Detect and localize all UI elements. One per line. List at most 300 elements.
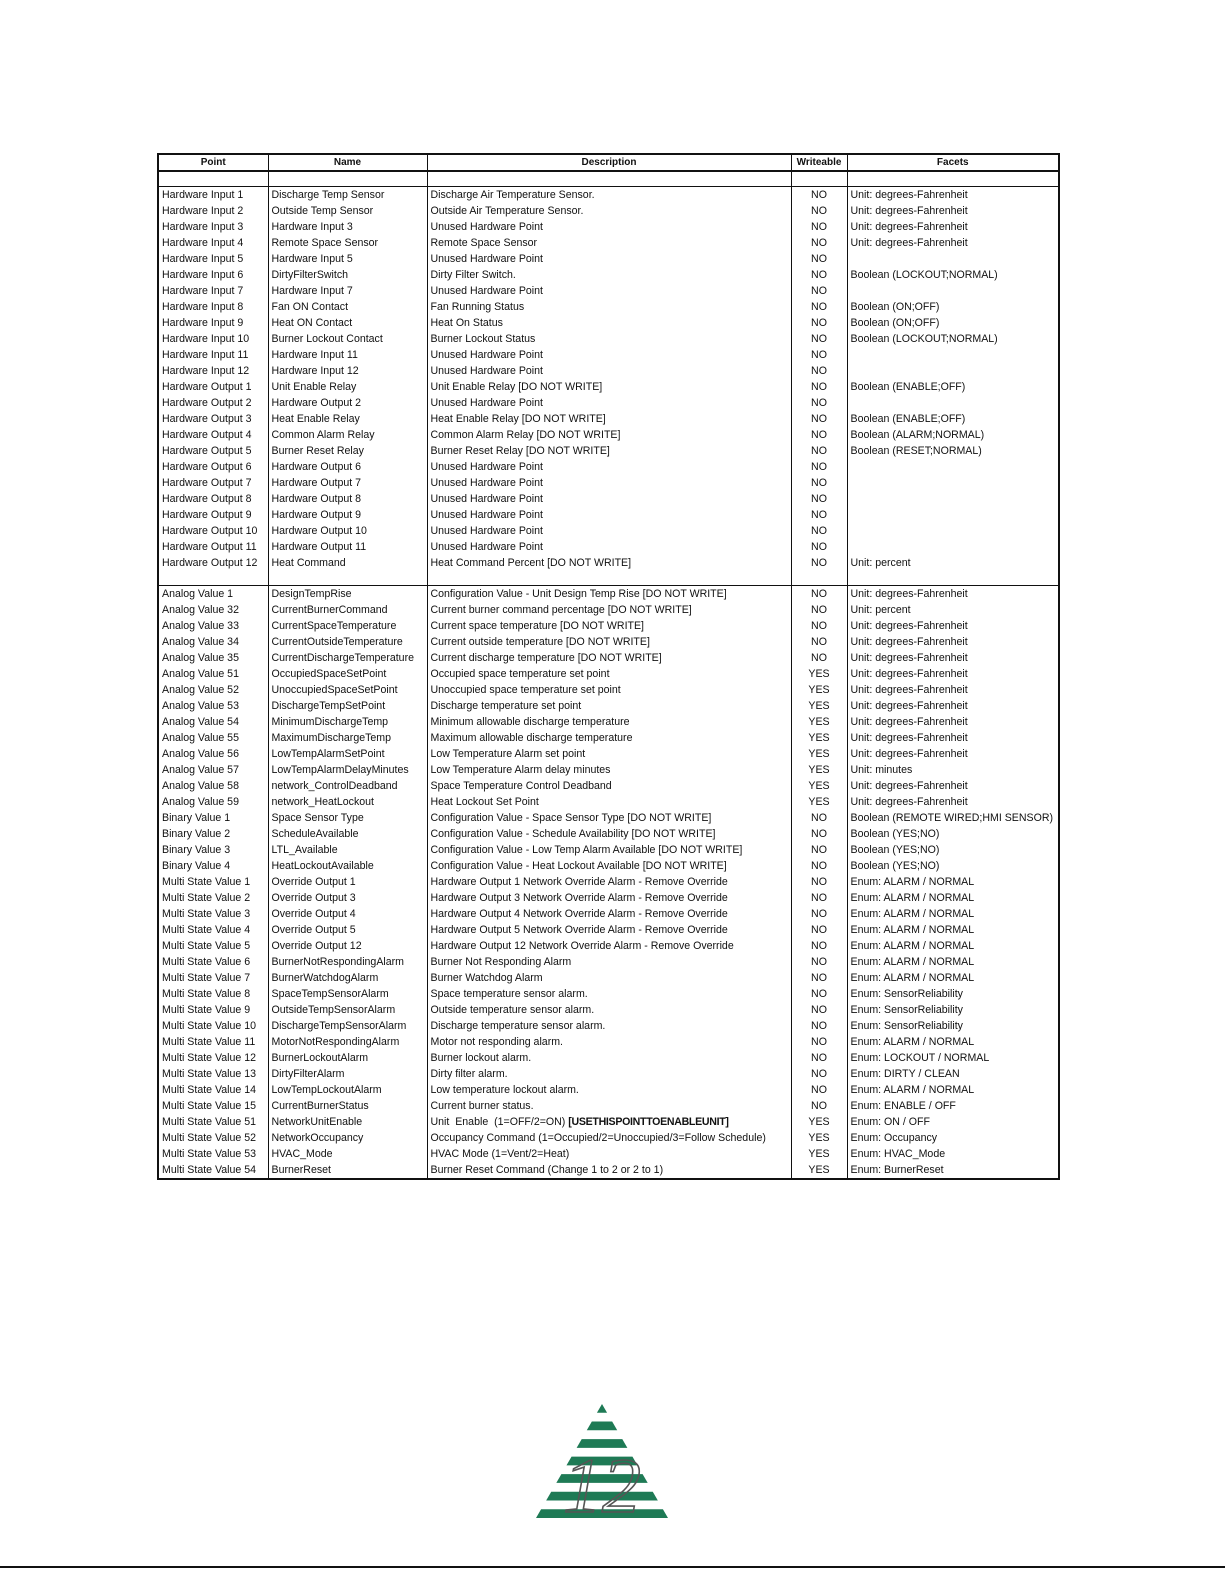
table-row [159, 1066, 1058, 1082]
cell-description: Burner Reset Relay [DO NOT WRITE] [427, 443, 791, 459]
logo-stripe [597, 1404, 607, 1413]
cell-name: MotorNotRespondingAlarm [268, 1034, 427, 1050]
cell-facets: Unit: degrees-Fahrenheit [847, 650, 1058, 666]
cell-name: HVAC_Mode [268, 1146, 427, 1162]
cell-point: Hardware Input 8 [162, 300, 244, 313]
cell-facets: Unit: degrees-Fahrenheit [847, 187, 1058, 204]
cell-facets [847, 251, 1058, 267]
cell-point: Analog Value 33 [162, 619, 239, 632]
cell-facets: Enum: ALARM / NORMAL [847, 922, 1058, 938]
cell-facets: Unit: degrees-Fahrenheit [847, 219, 1058, 235]
cell-facets [847, 507, 1058, 523]
cell-point: Hardware Output 2 [162, 396, 252, 409]
table-row [159, 235, 1058, 251]
cell-point: Hardware Input 6 [162, 268, 244, 281]
cell-writeable: NO [791, 1082, 847, 1098]
table-row [159, 714, 1058, 730]
cell-writeable: NO [791, 283, 847, 299]
cell-facets: Enum: SensorReliability [847, 1002, 1058, 1018]
cell-facets [847, 539, 1058, 555]
cell-facets: Enum: ALARM / NORMAL [847, 1082, 1058, 1098]
cell-writeable: NO [791, 187, 847, 204]
table-row [159, 906, 1058, 922]
blank-cell [791, 571, 847, 586]
table-row [159, 523, 1058, 539]
table-row [159, 283, 1058, 299]
cell-writeable: NO [791, 219, 847, 235]
cell-name: Override Output 12 [268, 938, 427, 954]
cell-point: Hardware Output 4 [162, 428, 252, 441]
cell-description: Heat Enable Relay [DO NOT WRITE] [427, 411, 791, 427]
cell-facets: Enum: ON / OFF [847, 1114, 1058, 1130]
cell-name: Heat Command [268, 555, 427, 571]
cell-name: Outside Temp Sensor [268, 203, 427, 219]
cell-point: Hardware Output 6 [162, 460, 252, 473]
cell-writeable: NO [791, 986, 847, 1002]
cell-writeable: NO [791, 1098, 847, 1114]
cell-facets: Unit: degrees-Fahrenheit [847, 698, 1058, 714]
cell-name: LTL_Available [268, 842, 427, 858]
cell-point: Binary Value 3 [162, 843, 231, 856]
cell-point: Multi State Value 5 [162, 939, 251, 952]
cell-description: Heat Command Percent [DO NOT WRITE] [427, 555, 791, 571]
cell-name: MinimumDischargeTemp [268, 714, 427, 730]
table-row [159, 826, 1058, 842]
cell-description: Outside Air Temperature Sensor. [427, 203, 791, 219]
cell-name: CurrentSpaceTemperature [268, 618, 427, 634]
blank-separator-row [159, 571, 1058, 586]
cell-writeable: NO [791, 826, 847, 842]
cell-writeable: NO [791, 235, 847, 251]
cell-writeable: NO [791, 331, 847, 347]
cell-point: Hardware Input 12 [162, 364, 250, 377]
cell-writeable: NO [791, 411, 847, 427]
cell-description: Remote Space Sensor [427, 235, 791, 251]
cell-description: Hardware Output 1 Network Override Alarm - Remove Override [427, 874, 791, 890]
cell-writeable: NO [791, 1018, 847, 1034]
cell-writeable: NO [791, 650, 847, 666]
cell-writeable: NO [791, 890, 847, 906]
cell-point: Hardware Output 12 [162, 556, 258, 569]
cell-point: Binary Value 2 [162, 827, 231, 840]
cell-facets: Enum: ALARM / NORMAL [847, 906, 1058, 922]
blank-cell [427, 571, 791, 586]
cell-name: CurrentDischargeTemperature [268, 650, 427, 666]
cell-writeable: YES [791, 682, 847, 698]
points-table-container [157, 153, 1060, 1180]
cell-description: Unused Hardware Point [427, 219, 791, 235]
cell-description: Unit Enable Relay [DO NOT WRITE] [427, 379, 791, 395]
cell-name: BurnerLockoutAlarm [268, 1050, 427, 1066]
table-row [159, 922, 1058, 938]
cell-description: Configuration Value - Space Sensor Type [DO NOT WRITE] [427, 810, 791, 826]
cell-point: Multi State Value 6 [162, 955, 251, 968]
cell-facets: Enum: ALARM / NORMAL [847, 890, 1058, 906]
table-row [159, 698, 1058, 714]
table-row [159, 1130, 1058, 1146]
cell-facets: Boolean (YES;NO) [847, 826, 1058, 842]
cell-point: Binary Value 4 [162, 859, 231, 872]
table-row [159, 778, 1058, 794]
cell-description: HVAC Mode (1=Vent/2=Heat) [427, 1146, 791, 1162]
cell-writeable: NO [791, 491, 847, 507]
cell-writeable: NO [791, 555, 847, 571]
cell-writeable: NO [791, 874, 847, 890]
cell-facets: Boolean (YES;NO) [847, 842, 1058, 858]
cell-name: Hardware Output 9 [268, 507, 427, 523]
cell-writeable: NO [791, 618, 847, 634]
cell-point: Multi State Value 52 [162, 1131, 257, 1144]
cell-writeable: NO [791, 507, 847, 523]
cell-writeable: NO [791, 810, 847, 826]
cell-facets: Unit: degrees-Fahrenheit [847, 586, 1058, 603]
table-row [159, 299, 1058, 315]
cell-name: Hardware Output 11 [268, 539, 427, 555]
cell-description: Space Temperature Control Deadband [427, 778, 791, 794]
cell-writeable: YES [791, 1146, 847, 1162]
cell-description: Unused Hardware Point [427, 363, 791, 379]
cell-name: LowTempAlarmDelayMinutes [268, 762, 427, 778]
cell-description: Hardware Output 3 Network Override Alarm - Remove Override [427, 890, 791, 906]
cell-facets [847, 475, 1058, 491]
cell-description: Burner Not Responding Alarm [427, 954, 791, 970]
cell-point: Hardware Output 10 [162, 524, 258, 537]
table-row [159, 187, 1058, 204]
cell-writeable: NO [791, 586, 847, 603]
cell-writeable: NO [791, 634, 847, 650]
cell-writeable: NO [791, 539, 847, 555]
cell-facets: Enum: BurnerReset [847, 1162, 1058, 1178]
cell-description: Burner Reset Command (Change 1 to 2 or 2 to 1) [427, 1162, 791, 1178]
cell-description: Fan Running Status [427, 299, 791, 315]
cell-point: Analog Value 58 [162, 779, 239, 792]
table-row [159, 507, 1058, 523]
cell-point: Hardware Input 2 [162, 204, 244, 217]
table-row [159, 251, 1058, 267]
cell-writeable: NO [791, 363, 847, 379]
cell-facets: Unit: degrees-Fahrenheit [847, 714, 1058, 730]
table-row [159, 491, 1058, 507]
table-row [159, 1146, 1058, 1162]
logo-stripe [587, 1422, 617, 1431]
cell-name: MaximumDischargeTemp [268, 730, 427, 746]
cell-writeable: NO [791, 906, 847, 922]
cell-writeable: YES [791, 730, 847, 746]
cell-point: Analog Value 55 [162, 731, 239, 744]
cell-name: Hardware Output 7 [268, 475, 427, 491]
cell-name: NetworkOccupancy [268, 1130, 427, 1146]
cell-description: Outside temperature sensor alarm. [427, 1002, 791, 1018]
cell-writeable: YES [791, 1114, 847, 1130]
header-facets: Facets [847, 155, 1058, 171]
cell-writeable: NO [791, 267, 847, 283]
cell-name: Heat Enable Relay [268, 411, 427, 427]
cell-description: Configuration Value - Schedule Availability [DO NOT WRITE] [427, 826, 791, 842]
cell-facets: Boolean (ENABLE;OFF) [847, 379, 1058, 395]
table-row [159, 890, 1058, 906]
header-description: Description [427, 155, 791, 171]
cell-point: Hardware Output 1 [162, 380, 252, 393]
cell-facets: Unit: percent [847, 555, 1058, 571]
cell-name: BurnerNotRespondingAlarm [268, 954, 427, 970]
cell-description: Current burner status. [427, 1098, 791, 1114]
cell-description: Burner Lockout Status [427, 331, 791, 347]
table-header [159, 155, 1058, 171]
table-row [159, 459, 1058, 475]
cell-writeable: NO [791, 251, 847, 267]
table-row [159, 986, 1058, 1002]
cell-description: Unused Hardware Point [427, 539, 791, 555]
cell-point: Analog Value 34 [162, 635, 239, 648]
cell-name: Heat ON Contact [268, 315, 427, 331]
cell-point: Multi State Value 54 [162, 1163, 257, 1176]
cell-name: Discharge Temp Sensor [268, 187, 427, 204]
points-table [159, 155, 1058, 1178]
cell-point: Hardware Output 11 [162, 540, 257, 553]
cell-point: Hardware Output 9 [162, 508, 252, 521]
cell-name: Burner Reset Relay [268, 443, 427, 459]
blank-cell [159, 571, 268, 586]
cell-point: Analog Value 52 [162, 683, 239, 696]
cell-point: Multi State Value 7 [162, 971, 251, 984]
table-row [159, 1114, 1058, 1130]
cell-name: SpaceTempSensorAlarm [268, 986, 427, 1002]
cell-name: DirtyFilterAlarm [268, 1066, 427, 1082]
cell-facets: Unit: degrees-Fahrenheit [847, 235, 1058, 251]
cell-writeable: NO [791, 379, 847, 395]
cell-name: Hardware Output 6 [268, 459, 427, 475]
cell-name: BurnerReset [268, 1162, 427, 1178]
table-row [159, 267, 1058, 283]
cell-description: Space temperature sensor alarm. [427, 986, 791, 1002]
cell-point: Multi State Value 2 [162, 891, 251, 904]
cell-facets: Boolean (ENABLE;OFF) [847, 411, 1058, 427]
cell-writeable: YES [791, 778, 847, 794]
cell-facets: Enum: ALARM / NORMAL [847, 1034, 1058, 1050]
cell-description: Unused Hardware Point [427, 491, 791, 507]
desc-text: Unit Enable (1=OFF/2=ON) [430, 1115, 566, 1128]
cell-name: DischargeTempSensorAlarm [268, 1018, 427, 1034]
cell-name: ScheduleAvailable [268, 826, 427, 842]
cell-name: Fan ON Contact [268, 299, 427, 315]
cell-point: Analog Value 56 [162, 747, 239, 760]
cell-writeable: NO [791, 443, 847, 459]
cell-name: network_ControlDeadband [268, 778, 427, 794]
table-row [159, 427, 1058, 443]
cell-name: DesignTempRise [268, 586, 427, 603]
blank-cell [268, 571, 427, 586]
table-row [159, 219, 1058, 235]
cell-writeable: NO [791, 970, 847, 986]
cell-point: Multi State Value 15 [162, 1099, 257, 1112]
cell-facets: Unit: degrees-Fahrenheit [847, 634, 1058, 650]
table-row [159, 938, 1058, 954]
cell-description: Unused Hardware Point [427, 523, 791, 539]
cell-description: Configuration Value - Unit Design Temp Rise [DO NOT WRITE] [427, 586, 791, 603]
cell-point: Hardware Input 1 [162, 188, 244, 201]
cell-point: Hardware Input 11 [162, 348, 249, 361]
cell-facets: Unit: degrees-Fahrenheit [847, 794, 1058, 810]
blank-cell [268, 171, 427, 187]
cell-writeable: NO [791, 347, 847, 363]
cell-point: Multi State Value 14 [162, 1083, 257, 1096]
table-row [159, 746, 1058, 762]
cell-point: Multi State Value 51 [162, 1115, 257, 1128]
cell-point: Multi State Value 3 [162, 907, 251, 920]
cell-point: Hardware Input 4 [162, 236, 244, 249]
cell-writeable: NO [791, 922, 847, 938]
cell-description: Motor not responding alarm. [427, 1034, 791, 1050]
table-row [159, 586, 1058, 603]
cell-writeable: NO [791, 938, 847, 954]
cell-facets: Enum: ALARM / NORMAL [847, 938, 1058, 954]
cell-description: Unused Hardware Point [427, 507, 791, 523]
cell-description: Configuration Value - Low Temp Alarm Available [DO NOT WRITE] [427, 842, 791, 858]
cell-point: Multi State Value 12 [162, 1051, 257, 1064]
cell-point: Analog Value 51 [162, 667, 239, 680]
cell-description: Unused Hardware Point [427, 459, 791, 475]
cell-writeable: YES [791, 746, 847, 762]
cell-name: Remote Space Sensor [268, 235, 427, 251]
table-row [159, 666, 1058, 682]
cell-description: Unused Hardware Point [427, 251, 791, 267]
cell-description: Current outside temperature [DO NOT WRITE] [427, 634, 791, 650]
table-row [159, 203, 1058, 219]
cell-writeable: NO [791, 475, 847, 491]
cell-point: Multi State Value 9 [162, 1003, 251, 1016]
cell-facets: Boolean (ALARM;NORMAL) [847, 427, 1058, 443]
cell-description: Current space temperature [DO NOT WRITE] [427, 618, 791, 634]
cell-description: Occupancy Command (1=Occupied/2=Unoccupied/3=Follow Schedule) [427, 1130, 791, 1146]
blank-cell [427, 171, 791, 187]
cell-facets: Boolean (REMOTE WIRED;HMI SENSOR) [847, 810, 1058, 826]
cell-description: Hardware Output 12 Network Override Alarm - Remove Override [427, 938, 791, 954]
cell-name: CurrentBurnerStatus [268, 1098, 427, 1114]
cell-name: Common Alarm Relay [268, 427, 427, 443]
cell-name: DischargeTempSetPoint [268, 698, 427, 714]
table-row [159, 650, 1058, 666]
table-row [159, 810, 1058, 826]
cell-point: Multi State Value 1 [162, 875, 251, 888]
cell-facets: Unit: degrees-Fahrenheit [847, 682, 1058, 698]
cell-description: Unoccupied space temperature set point [427, 682, 791, 698]
cell-description: Heat On Status [427, 315, 791, 331]
cell-name: CurrentBurnerCommand [268, 602, 427, 618]
cell-facets: Enum: SensorReliability [847, 1018, 1058, 1034]
cell-facets: Unit: degrees-Fahrenheit [847, 666, 1058, 682]
cell-name: Burner Lockout Contact [268, 331, 427, 347]
cell-writeable: YES [791, 762, 847, 778]
table-row [159, 1082, 1058, 1098]
cell-description: Minimum allowable discharge temperature [427, 714, 791, 730]
cell-description: Low Temperature Alarm set point [427, 746, 791, 762]
cell-point: Multi State Value 8 [162, 987, 251, 1000]
cell-description: Current discharge temperature [DO NOT WRITE] [427, 650, 791, 666]
cell-writeable: NO [791, 459, 847, 475]
cell-point: Analog Value 57 [162, 763, 239, 776]
cell-point: Analog Value 53 [162, 699, 239, 712]
cell-name: LowTempAlarmSetPoint [268, 746, 427, 762]
cell-point: Hardware Output 5 [162, 444, 252, 457]
cell-point: Hardware Input 7 [162, 284, 244, 297]
cell-name: Override Output 1 [268, 874, 427, 890]
cell-description: Unused Hardware Point [427, 347, 791, 363]
header-name: Name [268, 155, 427, 171]
cell-writeable: NO [791, 954, 847, 970]
cell-writeable: NO [791, 395, 847, 411]
cell-writeable: NO [791, 858, 847, 874]
cell-facets [847, 459, 1058, 475]
cell-facets [847, 395, 1058, 411]
cell-name: CurrentOutsideTemperature [268, 634, 427, 650]
cell-name: Override Output 3 [268, 890, 427, 906]
cell-facets: Unit: degrees-Fahrenheit [847, 618, 1058, 634]
cell-name: HeatLockoutAvailable [268, 858, 427, 874]
cell-writeable: NO [791, 1034, 847, 1050]
table-row [159, 1162, 1058, 1178]
cell-point: Binary Value 1 [162, 811, 231, 824]
table-row [159, 602, 1058, 618]
cell-point: Hardware Output 7 [162, 476, 252, 489]
cell-point: Hardware Output 3 [162, 412, 252, 425]
table-row [159, 1002, 1058, 1018]
cell-facets: Boolean (RESET;NORMAL) [847, 443, 1058, 459]
cell-facets [847, 523, 1058, 539]
cell-name: BurnerWatchdogAlarm [268, 970, 427, 986]
cell-writeable: NO [791, 1050, 847, 1066]
cell-point: Hardware Input 3 [162, 220, 244, 233]
blank-cell [791, 171, 847, 187]
cell-description: Unused Hardware Point [427, 283, 791, 299]
cell-writeable: YES [791, 1130, 847, 1146]
cell-name: Hardware Input 7 [268, 283, 427, 299]
table-row [159, 363, 1058, 379]
table-row [159, 395, 1058, 411]
table-row [159, 1050, 1058, 1066]
table-row [159, 794, 1058, 810]
cell-facets: Enum: ALARM / NORMAL [847, 970, 1058, 986]
table-row [159, 682, 1058, 698]
table-row [159, 634, 1058, 650]
cell-point: Analog Value 59 [162, 795, 239, 808]
cell-name: DirtyFilterSwitch [268, 267, 427, 283]
cell-facets: Unit: degrees-Fahrenheit [847, 778, 1058, 794]
cell-writeable: NO [791, 1066, 847, 1082]
cell-name: LowTempLockoutAlarm [268, 1082, 427, 1098]
table-row [159, 411, 1058, 427]
cell-name: Hardware Input 3 [268, 219, 427, 235]
blank-cell [847, 571, 1058, 586]
cell-facets: Boolean (ON;OFF) [847, 299, 1058, 315]
cell-name: Unit Enable Relay [268, 379, 427, 395]
cell-description: Unused Hardware Point [427, 395, 791, 411]
cell-point: Analog Value 1 [162, 587, 234, 600]
cell-name: Hardware Input 5 [268, 251, 427, 267]
cell-description: Hardware Output 4 Network Override Alarm - Remove Override [427, 906, 791, 922]
cell-point: Analog Value 32 [162, 603, 239, 616]
cell-point: Multi State Value 10 [162, 1019, 257, 1032]
cell-description: Configuration Value - Heat Lockout Available [DO NOT WRITE] [427, 858, 791, 874]
header-point: Point [159, 155, 268, 171]
cell-point: Analog Value 54 [162, 715, 239, 728]
cell-description: Low temperature lockout alarm. [427, 1082, 791, 1098]
header-writeable: Writeable [791, 155, 847, 171]
table-row [159, 379, 1058, 395]
cell-facets: Enum: LOCKOUT / NORMAL [847, 1050, 1058, 1066]
cell-facets: Unit: degrees-Fahrenheit [847, 730, 1058, 746]
cell-name: OccupiedSpaceSetPoint [268, 666, 427, 682]
cell-description: Unused Hardware Point [427, 475, 791, 491]
